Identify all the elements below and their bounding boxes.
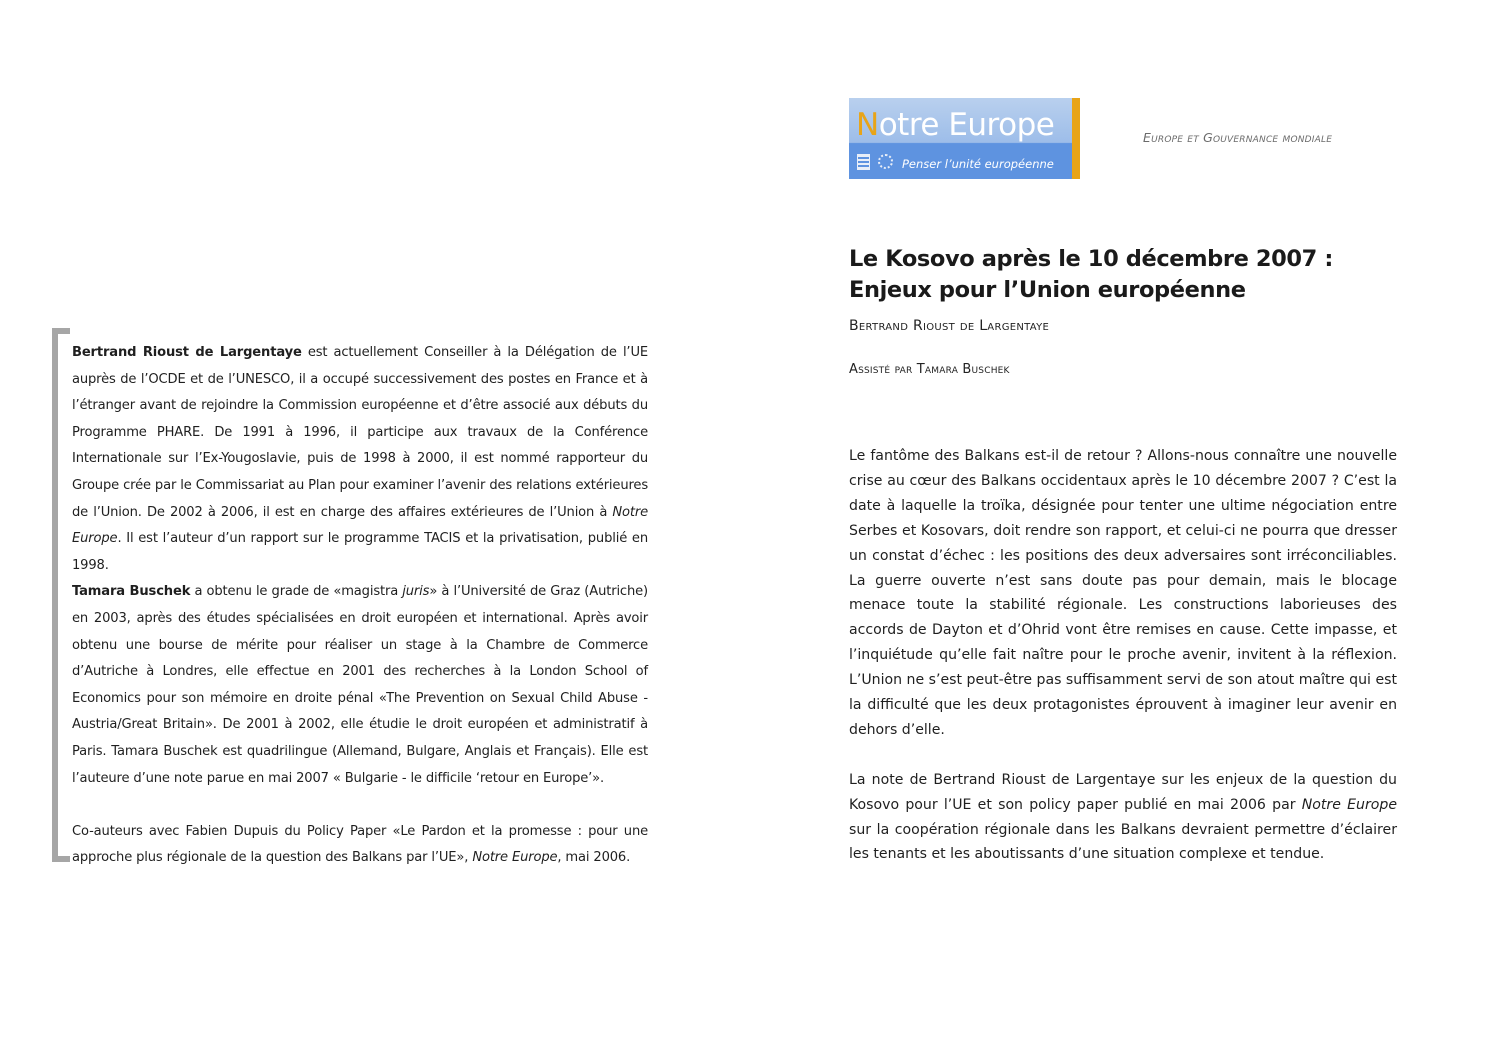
intro-paragraph-2: La note de Bertrand Rioust de Largentaye sur les enjeux de la question du Kosovo pour l’UE et son policy paper publié en mai 2006 par Notre Europe sur la coopération régionale dans les Balkans devraient permettre d’éclairer les tenants et les aboutissants d’une situation complexe et tendue. xyxy=(849,771,1397,863)
document-icon xyxy=(857,154,870,170)
logo-tagline: Penser l’unité européenne xyxy=(902,157,1054,171)
introduction-text xyxy=(849,444,1397,867)
document-author: Bertrand Rioust de Largentaye xyxy=(849,318,1050,334)
logo-panel xyxy=(849,98,1072,179)
author-biographies xyxy=(72,340,648,872)
document-title: Le Kosovo après le 10 décembre 2007 : Enjeux pour l’Union européenne xyxy=(849,246,1333,303)
bio-rioust: Bertrand Rioust de Largentaye est actuellement Conseiller à la Délégation de l’UE auprès de l’OCDE et de l’UNESCO, il a occupé successivement des postes en France et à l’étranger avant de rejoindre la Commission européenne et d’être associé aux débuts du Programme PHARE. De 1991 à 1996, il participe aux travaux de la Conférence Internationale sur l’Ex-Yougoslavie, puis de 1998 à 2000, il est nommé rapporteur du Groupe crée par le Commissariat au Plan pour examiner l’avenir des relations extérieures de l’Union. De 2002 à 2006, il est en charge des affaires extérieures de l’Union à Notre Europe. Il est l’auteur d’un rapport sur le programme TACIS et la privatisation, publié en 1998. xyxy=(72,345,648,573)
intro-paragraph-1: Le fantôme des Balkans est-il de retour ? Allons-nous connaître une nouvelle crise au cœur des Balkans occidentaux après le 10 décembre 2007 ? C’est la date à laquelle la troïka, désignée pour tenter une ultime négociation entre Serbes et Kosovars, doit rendre son rapport, et celui-ci ne pourra que dresser un constat d’échec : les positions des deux adversaires sont irréconciliables. La guerre ouverte n’est sans doute pas pour demain, mais le blocage menace toute la stabilité régionale. Les constructions laborieuses des accords de Dayton et d’Ohrid vont être remises en cause. Cette impasse, et l’inquiétude qu’elle fait naître pour le proche avenir, invitent à la réflexion. L’Union ne s’est peut-être pas suffisamment servi de son atout maître qui est la difficulté que les deux protagonistes éprouvent à imaginer leur avenir en dehors d’elle. xyxy=(849,448,1397,738)
bio-buschek-name: Tamara Buschek xyxy=(72,584,191,600)
bio-buschek: Tamara Buschek a obtenu le grade de «magistra juris» à l’Université de Graz (Autriche) en 2003, après des études spécialisées en droit européen et international. Après avoir obtenu une bourse de mérite pour réaliser un stage à la Chambre de Commerce d’Autriche à Londres, elle effectue en 2001 des recherches à la London School of Economics pour son mémoire en droite pénal «The Prevention on Sexual Child Abuse - Austria/Great Britain». De 2001 à 2002, elle étudie le droit européen et administratif à Paris. Tamara Buschek est quadrilingue (Allemand, Bulgare, Anglais et Français). Elle est l’auteure d’une note parue en mai 2007 « Bulgarie - le difficile ‘retour en Europe’». xyxy=(72,584,648,786)
paragraph-gap xyxy=(849,743,1397,768)
series-label: Europe et Gouvernance mondiale xyxy=(1143,130,1333,145)
paragraph-gap xyxy=(72,792,648,819)
bio-bracket-decoration xyxy=(52,328,70,862)
notre-europe-logo xyxy=(849,98,1080,179)
bio-rioust-name: Bertrand Rioust de Largentaye xyxy=(72,345,302,360)
logo-title: Notre Europe xyxy=(856,107,1055,143)
eu-stars-icon xyxy=(878,154,893,169)
coauthors-note: Co-auteurs avec Fabien Dupuis du Policy Paper «Le Pardon et la promesse : pour une approche plus régionale de la question des Balkans par l’UE», Notre Europe, mai 2006. xyxy=(72,823,648,866)
document-assistant: Assisté par Tamara Buschek xyxy=(849,362,1010,377)
